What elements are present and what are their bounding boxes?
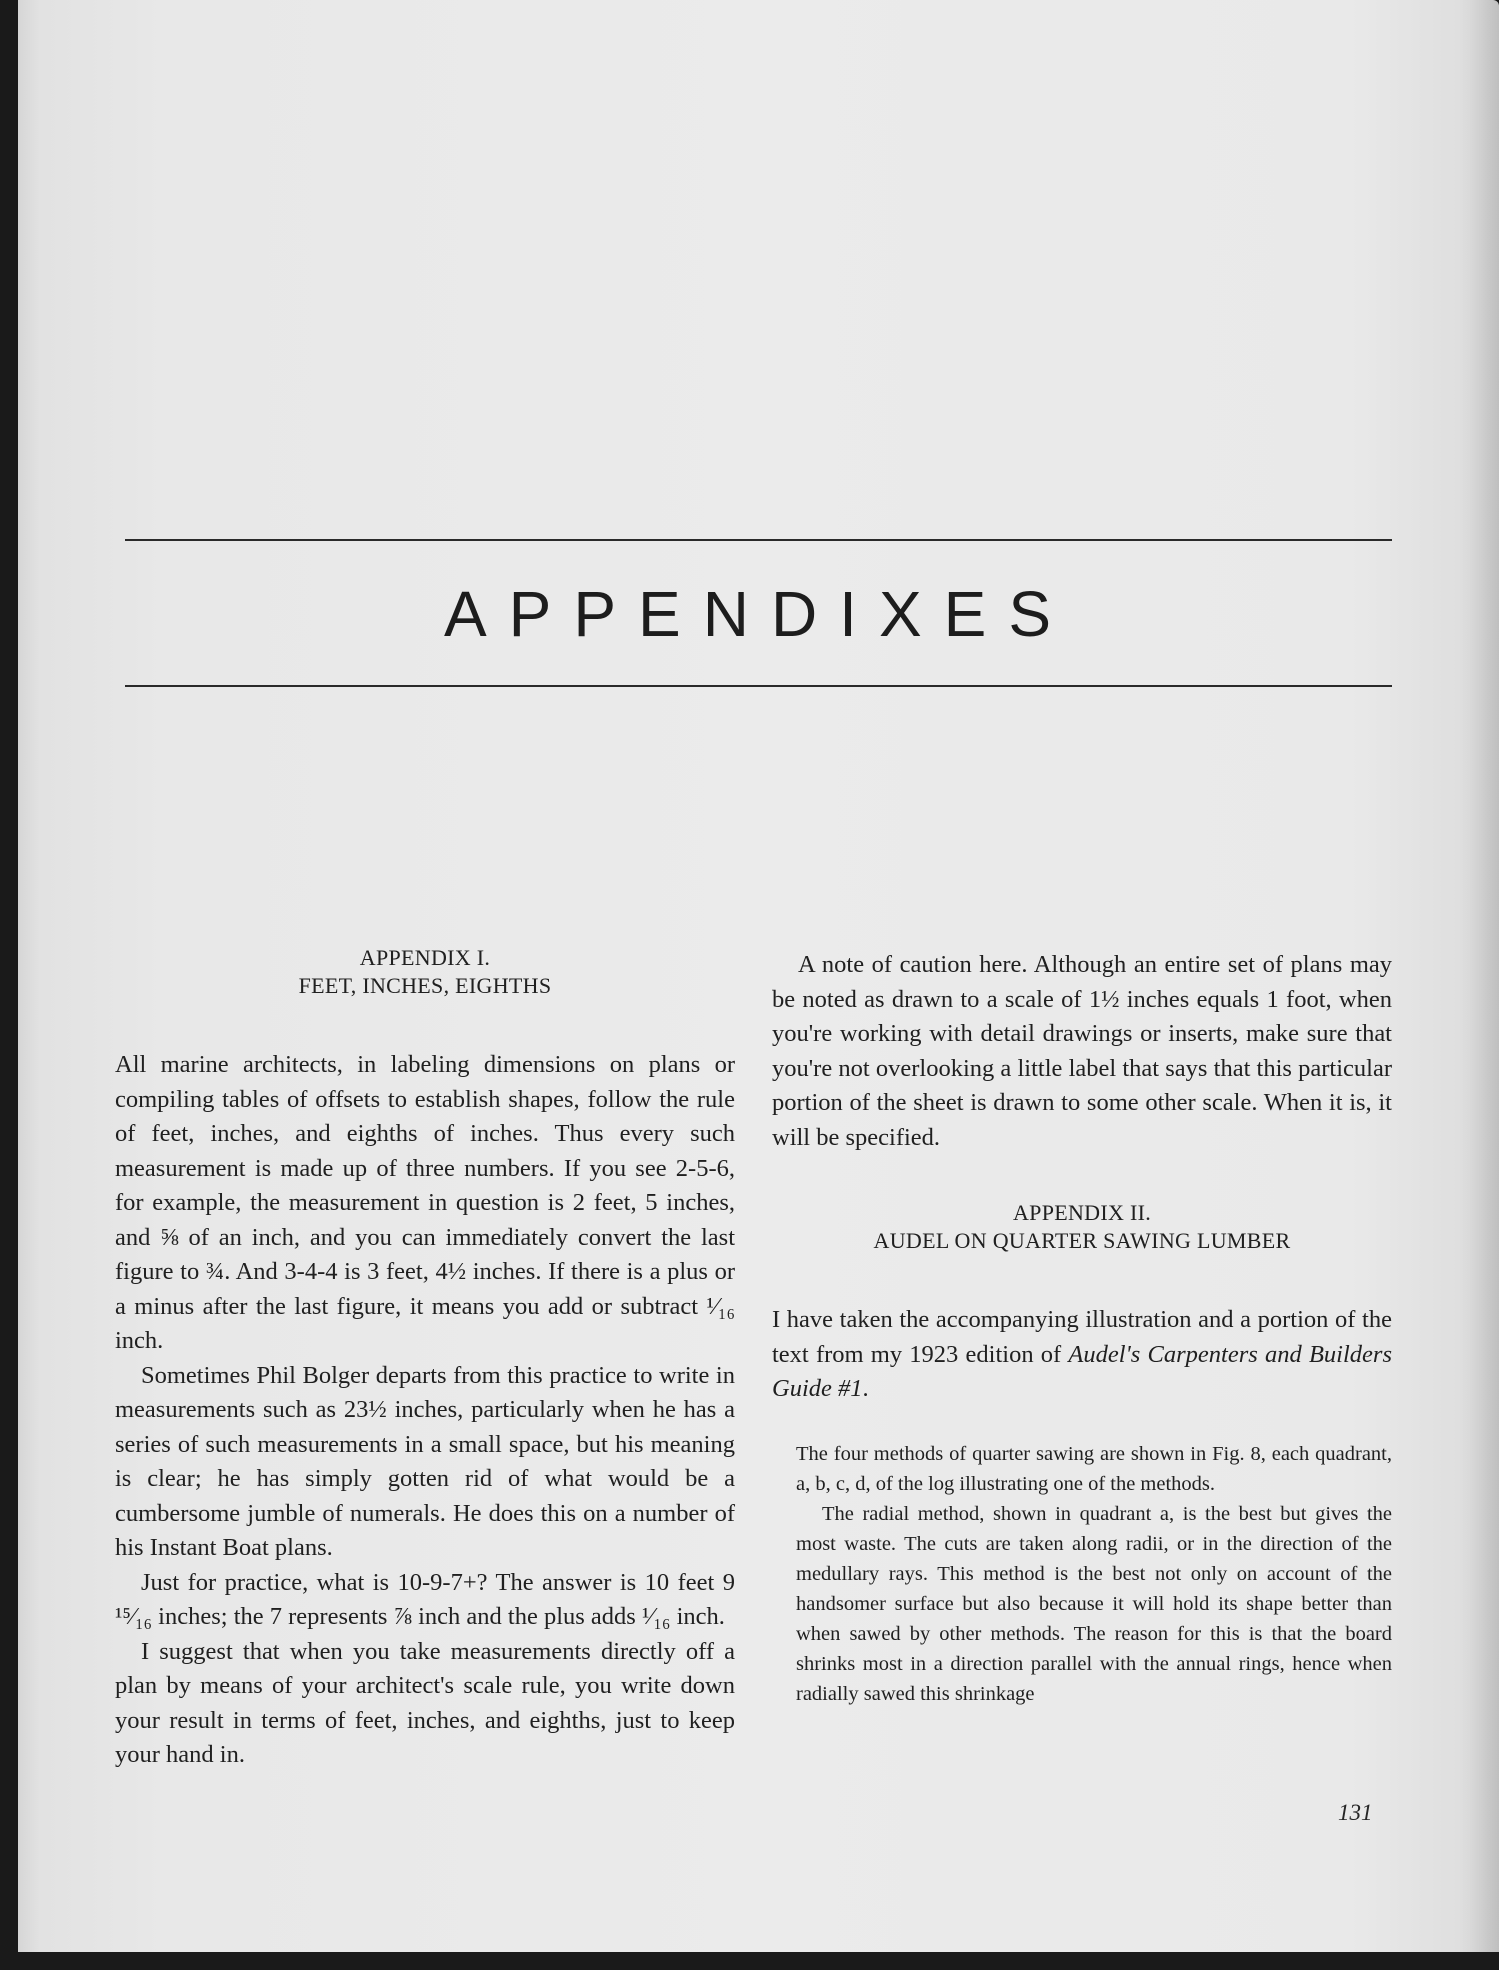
appendix-1-number: APPENDIX I. [359,945,491,970]
title-rule-bottom [125,685,1392,687]
appendix-1-heading [115,944,735,1000]
quote-paragraph-1: The four methods of quarter sawing are shown in Fig. 8, each quadrant, a, b, c, d, of the log illustrating one of the methods. [796,1442,1392,1495]
title-rule-top [125,539,1392,541]
audel-quotation [796,1439,1392,1709]
left-column [115,944,735,1773]
intro-end: . [862,1375,869,1402]
caution-paragraph: A note of caution here. Although an entire set of plans may be noted as drawn to a scale of 1½ inches equals 1 foot, when you're working with detail drawings or inserts, make sure that you're not overlooking a little label that says that this particular portion of the sheet is drawn to some other scale. When it is, it will be specified. [772,951,1392,1151]
appendix-1-paragraph-4: I suggest that when you take measurements directly off a plan by means of your architect's scale rule, you write down your result in terms of feet, inches, and eighths, just to keep your hand in. [115,1637,735,1768]
appendix-1-paragraph-2: Sometimes Phil Bolger departs from this practice to write in measurements such as 23½ inches, particularly when he has a series of such measurements in a small space, but his meaning is clear; he has simply gotten rid of what would be a cumbersome jumble of numerals. He does this on a number of his Instant Boat plans. [115,1361,735,1561]
chapter-title: APPENDIXES [443,578,1074,650]
appendix-2-intro [772,1303,1392,1407]
intro-text: I have taken the accompanying illustration and a portion of the text from my 1923 edition of [772,1306,1392,1368]
appendix-2-number: APPENDIX II. [1012,1200,1152,1225]
appendix-2-title: AUDEL ON QUARTER SAWING LUMBER [873,1228,1291,1253]
appendix-1-paragraph-1: All marine architects, in labeling dimensions on plans or compiling tables of offsets to establish shapes, follow the rule of feet, inches, and eighths of inches. Thus every such measurement is made up of three numbers. If you see 2-5-6, for example, the measurement in question is 2 feet, 5 inches, and ⅝ of an inch, and you can immediately convert the last figure to ¾. And 3-4-4 is 3 feet, 4½ inches. If there is a plus or a minus after the last figure, it means you add or subtract ¹⁄₁₆ inch. [115,1051,735,1354]
quote-paragraph-2: The radial method, shown in quadrant a, is the best but gives the most waste. The cuts are taken along radii, or in the direction of the medullary rays. This method is the best not only on account of the handsomer surface but also because it will hold its shape better than when sawed by other methods. The reason for this is that the board shrinks most in a direction parallel with the annual rings, hence when radially sawed this shrinkage [796,1502,1392,1705]
appendix-1-paragraph-3: Just for practice, what is 10-9-7+? The answer is 10 feet 9 ¹⁵⁄₁₆ inches; the 7 represents ⅞ inch and the plus adds ¹⁄₁₆ inch. [115,1568,735,1630]
book-page [18,0,1499,1952]
book-title: Audel's Carpenters and Builders Guide #1 [772,1340,1392,1402]
page-number: 131 [1338,1800,1373,1825]
right-column [772,948,1392,1709]
appendix-1-title: FEET, INCHES, EIGHTHS [298,973,552,998]
appendix-2-heading [772,1199,1392,1255]
